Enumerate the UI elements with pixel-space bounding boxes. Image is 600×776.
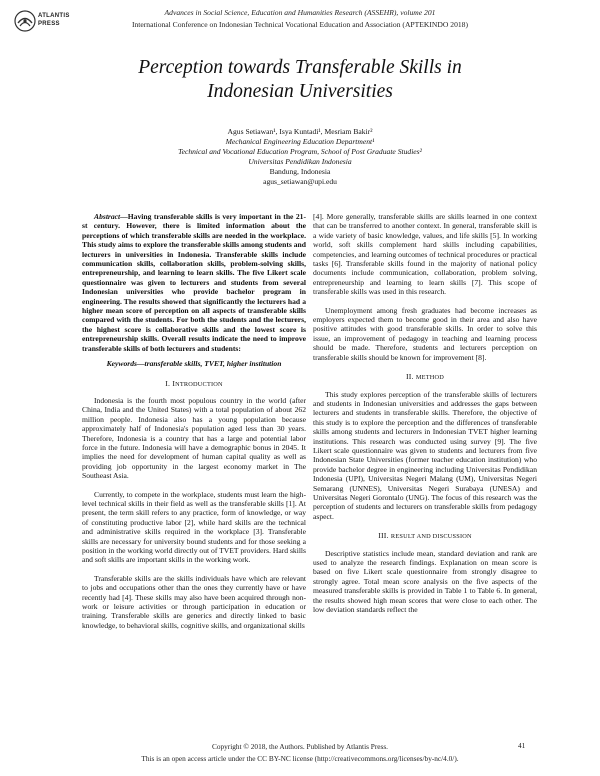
results-paragraph-1: Descriptive statistics include mean, standard deviation and rank are used to analyze the research findings. Explanation on mean score is based on five Likert scale questionnaire from strongly disagree to strongly agree. Total mean score analysis on the five aspects of the measured transferable skills is provided in Table 1 to Table 6. In general, the results showed high mean scores that were close to each other. The low deviation standards reflect the [313, 548, 537, 615]
section-number: I. [165, 378, 171, 388]
copyright-notice: Copyright © 2018, the Authors. Published by Atlantis Press. [211, 742, 388, 751]
journal-header: Advances in Social Science, Education and Humanities Research (ASSEHR), volume 201 [164, 8, 436, 17]
right-paragraph-2: Unemployment among fresh graduates had become increases as employers expected them to become good in their area and also have positive attitudes with good transferable skills. In order to solve this issue, an improvement of pedagogy in teaching and learning process should be made. Therefore, students and lecturers perception on transferable skills should be known for improvement [8]. [313, 305, 537, 362]
right-paragraph-1: [4]. More generally, transferable skills are skills learned in one context that can be transferred to another context. In general, transferable skill is a wide variety of basic knowledge, values, and life skills [5]. In working world, soft skills complement hard skills including capabilities, competencies, and learning outcomes of technical procedures or practical tasks [6]. Transferable skills found in the majority of national policy documents include communication, collaboration, problem solving, entrepreneurship and learning to learn skills [7]. This scope of transferable skills was used in this research. [313, 212, 537, 297]
section-title: METHOD [415, 374, 445, 382]
section-initial: I [172, 378, 176, 388]
abstract [82, 212, 306, 353]
abstract-dash: — [120, 212, 128, 221]
author-names: Agus Setiawan¹, Isya Kuntadi¹, Mesriam Bakir² [227, 127, 373, 136]
intro-paragraph-3: Transferable skills are the skills individuals have which are relevant to jobs and occupations other than the ones they currently have or have recently had [4]. These skills may also have been acquired through non-work or leisure activities or through participation in education or training. Transferable skills are generics and directly linked to basic knowledge, to behavioral skills, cognitive skills, and organizational skills [82, 573, 306, 630]
keywords: Keywords—transferable skills, TVET, higher institution [106, 359, 282, 369]
publisher-name-line2: PRESS [38, 21, 60, 27]
section-title-rest: NTRODUCTION [175, 380, 223, 388]
conference-header: International Conference on Indonesian Technical Vocational Education and Association (APTEKINDO 2018) [131, 20, 469, 29]
author-block [0, 127, 600, 187]
author-email[interactable]: agus_setiawan@upi.edu [263, 177, 337, 186]
intro-paragraph-2: Currently, to compete in the workplace, students must learn the high-level technical skills in their field as well as the transferable skills [1]. At present, the term skill refers to any practice, form of knowledge, or way of constituting productive labor [2], while hard skills are the technical and administrative skills required in the workplace [3]. Transferable skills are necessary for university bound students and for those seeking a position in the working world directly out of TVET providers. Hard skills and soft skills are important skills in the working work. [82, 489, 306, 565]
title-line-2: Indonesian Universities [207, 81, 393, 102]
affiliation-2: Technical and Vocational Education Program, School of Post Graduate Studies² [178, 147, 422, 156]
affiliation-city: Bandung, Indonesia [269, 167, 331, 176]
title-line-1: Perception towards Transferable Skills in [138, 57, 462, 78]
abstract-text: Having transferable skills is very important in the 21-st century. However, there is limited information about the perceptions of which transferable skills are needed in the workplace. This study aims to explore the transferable skills among students and lecturers in universities in Indonesia. Transferable skills include communication skills, collaboration skills, problem-solving skills, entrepreneurship, and learning to learn skills. The five Likert scale questionnaire was given to lecturers and students from several Indonesian universities who provide bachelor program in engineering. The results showed that significantly the lecturers had a higher mean score of perception on all aspects of transferable skills compared with the students. For both the students and the lecturers, the highest score is collaborative skills and the lowest score is entrepreneurship skills. Overall results indicate the need to improve transferable skills of both lecturers and students: [82, 212, 306, 353]
paper-title [40, 56, 560, 104]
page-footer [0, 741, 600, 765]
section-number: III. [378, 531, 389, 541]
publisher-name-line1: ATLANTIS [38, 13, 70, 19]
section-number: II. [405, 372, 414, 382]
method-paragraph-1: This study explores perception of the transferable skills of lecturers and students in Indonesian universities and addresses the gaps between lecturers and students in transferable skills. Therefore, the objective of this study is to explore the perception and the differences of transferable skills among students and lecturers in Indonesian TVET higher learning institutions. This research was conducted using survey [9]. The five Likert scale questionnaire was given to students and lecturers from five Indonesian State Universities (former teacher education institution) who provide bachelor degree in engineering including Universitas Pendidikan Indonesia (UPI), Universitas Negeri Malang (UM), Universitas Negeri Semarang (UNNES), Universitas Negeri Surabaya (UNESA) and Universitas Negeri Gorontalo (UNG). The focus of this research was the perception of students and lecturers on transferable skills from pedagogy aspect. [313, 389, 537, 521]
license-notice[interactable]: This is an open access article under the CC BY-NC license (http://creativecommons.org/licenses/by-nc/4.0/). [141, 754, 459, 763]
section-title: RESULT AND DISCUSSION [390, 533, 472, 541]
affiliation-3: Universitas Pendidikan Indonesia [248, 157, 352, 166]
affiliation-1: Mechanical Engineering Education Department¹ [225, 137, 375, 146]
intro-paragraph-1: Indonesia is the fourth most populous country in the world (after China, India and the United States) with a total population of about 262 million people. Indonesia also has a young population because approximately half of Indonesia's population aged less than 30 years. Therefore, Indonesia is a country that has a large and potential labor force in the future. Indonesia will have a demographic bonus in 2045. It implies the need for development of human capital quality as well as providing job opportunity in the largest economy market in The Southeast Asia. [82, 395, 306, 481]
section-heading-introduction [82, 379, 306, 389]
page-number: 41 [518, 741, 526, 750]
left-column [82, 212, 306, 630]
abstract-label: Abstract [94, 212, 121, 221]
section-heading-results [313, 531, 537, 541]
section-heading-method [313, 372, 537, 382]
right-column [313, 212, 537, 614]
